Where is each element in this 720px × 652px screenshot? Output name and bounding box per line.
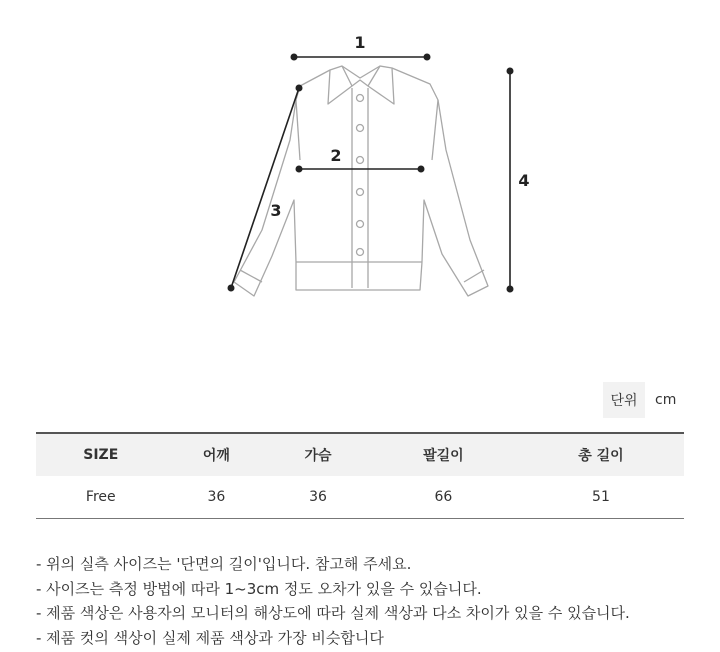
header-size: SIZE — [83, 447, 119, 463]
measure-label-1: 1 — [354, 33, 366, 52]
cell-sleeve: 66 — [434, 489, 453, 505]
measure-label-2: 2 — [330, 146, 342, 165]
note-item: - 위의 실측 사이즈는 '단면의 길이'입니다. 참고해 주세요. — [36, 555, 412, 573]
header-sleeve: 팔길이 — [423, 448, 464, 464]
measure-line-3 — [228, 85, 303, 292]
table-header-row — [36, 433, 684, 476]
header-chest: 가슴 — [304, 448, 332, 464]
measure-line-1 — [291, 54, 431, 61]
unit-label: 단위 — [603, 382, 645, 418]
measure-line-4 — [507, 68, 514, 293]
shirt-outline — [234, 66, 488, 296]
size-table — [36, 432, 684, 519]
note-item: - 제품 컷의 색상이 실제 제품 색상과 가장 비슷합니다 — [36, 628, 384, 647]
unit-indicator — [603, 382, 676, 418]
unit-value: cm — [655, 392, 677, 408]
cell-shoulder: 36 — [207, 489, 226, 505]
cell-size: Free — [85, 489, 116, 505]
cell-total-length: 51 — [592, 489, 610, 505]
header-total-length: 총 길이 — [578, 448, 624, 464]
note-item: - 사이즈는 측정 방법에 따라 1~3cm 정도 오차가 있을 수 있습니다. — [36, 579, 482, 598]
cell-chest: 36 — [309, 489, 327, 505]
shirt-buttons — [357, 95, 364, 256]
header-shoulder: 어깨 — [202, 448, 230, 464]
measure-line-2 — [296, 166, 425, 173]
table-row — [36, 476, 684, 519]
measure-label-4: 4 — [518, 171, 530, 190]
notes-list — [36, 552, 630, 650]
note-item: - 제품 색상은 사용자의 모니터의 해상도에 따라 실제 색상과 다소 차이가 있을 수 있습니다. — [36, 604, 630, 622]
measure-label-3: 3 — [270, 201, 282, 220]
